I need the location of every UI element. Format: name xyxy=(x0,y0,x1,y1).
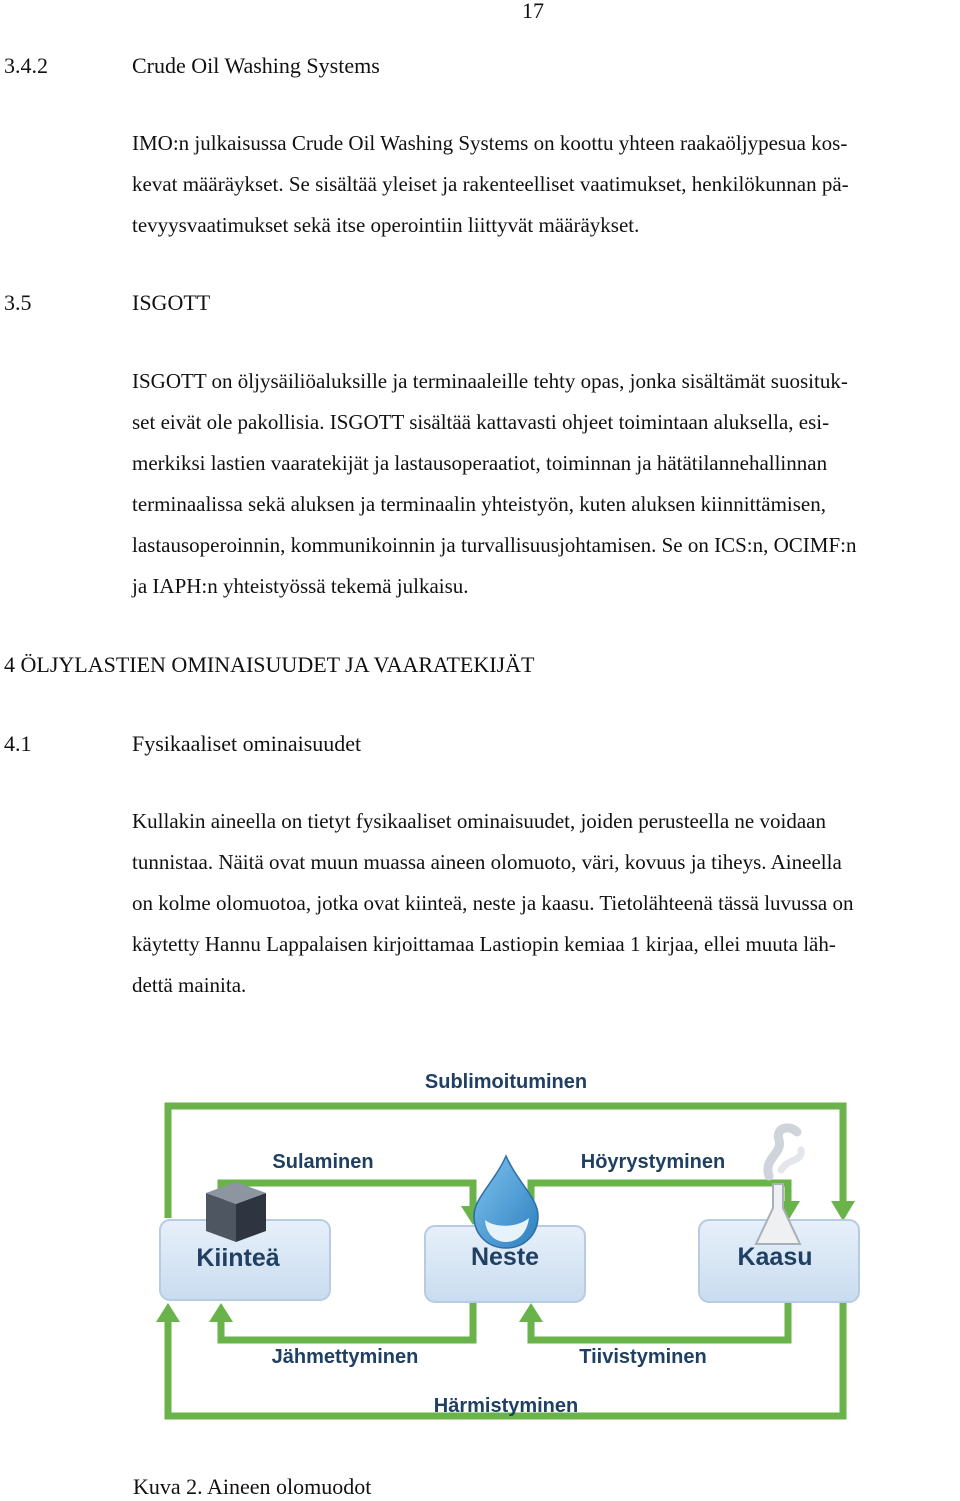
paragraph-line: kevat määräykset. Se sisältää yleiset ja rakenteelliset vaatimukset, henkilökunnan pä- xyxy=(132,172,849,196)
section-3-4-2-number: 3.4.2 xyxy=(4,53,48,78)
paragraph-line: on kolme olomuotoa, jotka ovat kiinteä, neste ja kaasu. Tietolähteenä tässä luvussa on xyxy=(132,891,854,915)
label-freezing: Jähmettyminen xyxy=(271,1346,419,1368)
label-solid: Kiinteä xyxy=(196,1244,280,1272)
cube-icon xyxy=(206,1182,266,1242)
section-3-4-2-paragraph xyxy=(132,123,932,246)
figure-caption: Kuva 2. Aineen olomuodot xyxy=(133,1474,372,1499)
label-vaporization: Höyrystyminen xyxy=(580,1151,726,1173)
section-4-1-title: Fysikaaliset ominaisuudet xyxy=(132,731,362,756)
states-diagram xyxy=(133,1058,879,1450)
page-number: 17 xyxy=(522,0,544,23)
states-of-matter-figure xyxy=(133,1058,879,1450)
paragraph-line: lastausoperoinnin, kommunikoinnin ja turvallisuusjohtamisen. Se on ICS:n, OCIMF:n xyxy=(132,533,857,557)
section-4-1-paragraph xyxy=(132,801,932,1006)
paragraph-line: tunnistaa. Näitä ovat muun muassa aineen olomuoto, väri, kovuus ja tiheys. Aineella xyxy=(132,850,842,874)
paragraph-line: terminaalissa sekä aluksen ja terminaalin yhteistyön, kuten aluksen kiinnittämisen, xyxy=(132,492,826,516)
label-melting: Sulaminen xyxy=(272,1151,374,1173)
label-gas: Kaasu xyxy=(737,1243,813,1271)
paragraph-line: set eivät ole pakollisia. ISGOTT sisältää kattavasti ohjeet toimintaan aluksella, esi- xyxy=(132,410,830,434)
section-4-1-number: 4.1 xyxy=(4,731,32,756)
paragraph-line: Kullakin aineella on tietyt fysikaaliset ominaisuudet, joiden perusteella ne voidaan xyxy=(132,809,826,833)
paragraph-line: merkiksi lastien vaaratekijät ja lastausoperaatiot, toiminnan ja hätätilannehallinnan xyxy=(132,451,828,475)
paragraph-line: IMO:n julkaisussa Crude Oil Washing Systems on koottu yhteen raakaöljypesua kos- xyxy=(132,131,848,155)
paragraph-line: dettä mainita. xyxy=(132,973,247,997)
label-sublimation: Sublimoituminen xyxy=(424,1071,588,1093)
section-3-4-2-title: Crude Oil Washing Systems xyxy=(132,53,380,78)
section-3-5-number: 3.5 xyxy=(4,290,32,315)
label-deposition: Härmistyminen xyxy=(433,1395,579,1417)
section-3-5-title: ISGOTT xyxy=(132,290,211,315)
paragraph-line: ISGOTT on öljysäiliöaluksille ja terminaaleille tehty opas, jonka sisältämät suosituk- xyxy=(132,369,848,393)
paragraph-line: ja IAPH:n yhteistyössä tekemä julkaisu. xyxy=(132,574,469,598)
paragraph-line: käytetty Hannu Lappalaisen kirjoittamaa Lastiopin kemiaa 1 kirjaa, ellei muuta läh- xyxy=(132,932,836,956)
paragraph-line: tevyysvaatimukset sekä itse operointiin liittyvät määräykset. xyxy=(132,213,640,237)
label-liquid: Neste xyxy=(470,1243,540,1271)
chapter-4-heading: 4 ÖLJYLASTIEN OMINAISUUDET JA VAARATEKIJÄT xyxy=(4,652,535,677)
label-condensation: Tiivistyminen xyxy=(579,1346,707,1368)
section-3-5-paragraph xyxy=(132,361,932,607)
